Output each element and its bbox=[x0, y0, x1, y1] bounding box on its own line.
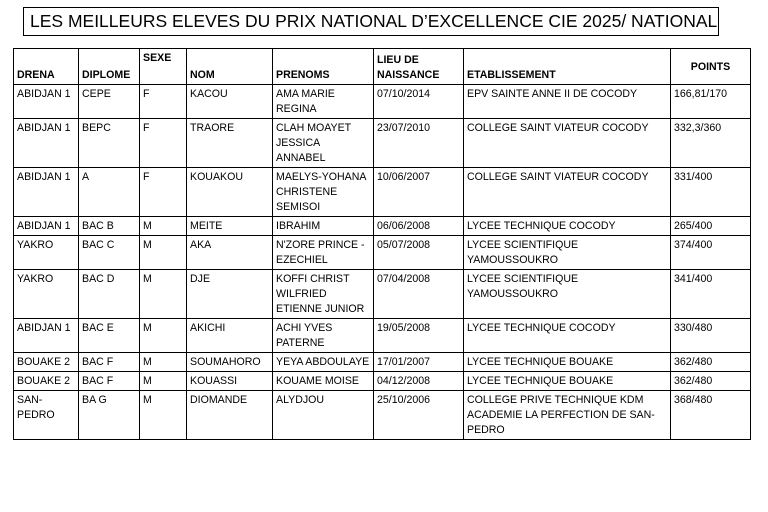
cell-points: 265/400 bbox=[671, 217, 751, 236]
cell-sexe: M bbox=[140, 353, 187, 372]
cell-diplome: BAC D bbox=[79, 270, 140, 319]
header-nom: NOM bbox=[187, 49, 273, 85]
cell-naissance: 10/06/2007 bbox=[374, 168, 464, 217]
header-sexe: SEXE bbox=[140, 49, 187, 85]
cell-sexe: M bbox=[140, 372, 187, 391]
cell-etablissement: COLLEGE SAINT VIATEUR COCODY bbox=[464, 119, 671, 168]
cell-diplome: BAC F bbox=[79, 372, 140, 391]
cell-sexe: F bbox=[140, 168, 187, 217]
cell-prenoms: MAELYS-YOHANA CHRISTENE SEMISOI bbox=[273, 168, 374, 217]
cell-naissance: 05/07/2008 bbox=[374, 236, 464, 270]
cell-drena: ABIDJAN 1 bbox=[14, 85, 79, 119]
cell-naissance: 04/12/2008 bbox=[374, 372, 464, 391]
cell-drena: ABIDJAN 1 bbox=[14, 119, 79, 168]
cell-sexe: M bbox=[140, 391, 187, 440]
cell-diplome: BAC C bbox=[79, 236, 140, 270]
table-row bbox=[14, 270, 751, 319]
cell-etablissement: COLLEGE SAINT VIATEUR COCODY bbox=[464, 168, 671, 217]
cell-etablissement: LYCEE SCIENTIFIQUE YAMOUSSOUKRO bbox=[464, 270, 671, 319]
cell-sexe: F bbox=[140, 85, 187, 119]
cell-sexe: F bbox=[140, 119, 187, 168]
cell-drena: BOUAKE 2 bbox=[14, 353, 79, 372]
cell-prenoms: KOUAME MOISE bbox=[273, 372, 374, 391]
cell-sexe: M bbox=[140, 319, 187, 353]
cell-etablissement: COLLEGE PRIVE TECHNIQUE KDM ACADEMIE LA PERFECTION DE SAN-PEDRO bbox=[464, 391, 671, 440]
cell-etablissement: LYCEE TECHNIQUE BOUAKE bbox=[464, 372, 671, 391]
cell-nom: KOUAKOU bbox=[187, 168, 273, 217]
cell-nom: TRAORE bbox=[187, 119, 273, 168]
cell-prenoms: CLAH MOAYET JESSICA ANNABEL bbox=[273, 119, 374, 168]
table-row bbox=[14, 353, 751, 372]
header-drena: DRENA bbox=[14, 49, 79, 85]
cell-drena: YAKRO bbox=[14, 270, 79, 319]
table-row bbox=[14, 217, 751, 236]
table-row bbox=[14, 372, 751, 391]
cell-diplome: A bbox=[79, 168, 140, 217]
cell-points: 341/400 bbox=[671, 270, 751, 319]
cell-points: 166,81/170 bbox=[671, 85, 751, 119]
cell-prenoms: IBRAHIM bbox=[273, 217, 374, 236]
header-etablissement: ETABLISSEMENT bbox=[464, 49, 671, 85]
cell-nom: AKA bbox=[187, 236, 273, 270]
cell-prenoms: YEYA ABDOULAYE bbox=[273, 353, 374, 372]
cell-etablissement: EPV SAINTE ANNE II DE COCODY bbox=[464, 85, 671, 119]
cell-nom: DIOMANDE bbox=[187, 391, 273, 440]
cell-etablissement: LYCEE TECHNIQUE BOUAKE bbox=[464, 353, 671, 372]
cell-nom: DJE bbox=[187, 270, 273, 319]
cell-drena: ABIDJAN 1 bbox=[14, 217, 79, 236]
cell-drena: ABIDJAN 1 bbox=[14, 168, 79, 217]
cell-naissance: 25/10/2006 bbox=[374, 391, 464, 440]
cell-nom: AKICHI bbox=[187, 319, 273, 353]
cell-naissance: 23/07/2010 bbox=[374, 119, 464, 168]
page-title: LES MEILLEURS ELEVES DU PRIX NATIONAL D’EXCELLENCE CIE 2025/ NATIONAL bbox=[23, 7, 719, 36]
table-row bbox=[14, 85, 751, 119]
cell-naissance: 07/04/2008 bbox=[374, 270, 464, 319]
cell-sexe: M bbox=[140, 270, 187, 319]
table-row bbox=[14, 168, 751, 217]
cell-points: 374/400 bbox=[671, 236, 751, 270]
cell-nom: KOUASSI bbox=[187, 372, 273, 391]
cell-drena: YAKRO bbox=[14, 236, 79, 270]
table-row bbox=[14, 236, 751, 270]
cell-prenoms: ALYDJOU bbox=[273, 391, 374, 440]
cell-points: 362/480 bbox=[671, 372, 751, 391]
cell-points: 330/480 bbox=[671, 319, 751, 353]
cell-naissance: 19/05/2008 bbox=[374, 319, 464, 353]
cell-etablissement: LYCEE TECHNIQUE COCODY bbox=[464, 217, 671, 236]
cell-points: 368/480 bbox=[671, 391, 751, 440]
cell-drena: BOUAKE 2 bbox=[14, 372, 79, 391]
table-row bbox=[14, 391, 751, 440]
table-header-row bbox=[14, 49, 751, 85]
cell-prenoms: KOFFI CHRIST WILFRIED ETIENNE JUNIOR bbox=[273, 270, 374, 319]
cell-diplome: BA G bbox=[79, 391, 140, 440]
cell-prenoms: N'ZORE PRINCE - EZECHIEL bbox=[273, 236, 374, 270]
header-lieu-de-naissance: LIEU DE NAISSANCE bbox=[374, 49, 464, 85]
header-diplome: DIPLOME bbox=[79, 49, 140, 85]
cell-points: 331/400 bbox=[671, 168, 751, 217]
cell-diplome: BAC B bbox=[79, 217, 140, 236]
cell-naissance: 17/01/2007 bbox=[374, 353, 464, 372]
cell-diplome: BEPC bbox=[79, 119, 140, 168]
cell-prenoms: AMA MARIE REGINA bbox=[273, 85, 374, 119]
cell-prenoms: ACHI YVES PATERNE bbox=[273, 319, 374, 353]
cell-nom: MEITE bbox=[187, 217, 273, 236]
table-row bbox=[14, 119, 751, 168]
cell-nom: KACOU bbox=[187, 85, 273, 119]
cell-sexe: M bbox=[140, 217, 187, 236]
results-table bbox=[13, 48, 751, 440]
cell-points: 362/480 bbox=[671, 353, 751, 372]
cell-naissance: 07/10/2014 bbox=[374, 85, 464, 119]
cell-drena: SAN-PEDRO bbox=[14, 391, 79, 440]
header-prenoms: PRENOMS bbox=[273, 49, 374, 85]
header-points: POINTS bbox=[671, 49, 751, 85]
cell-diplome: BAC F bbox=[79, 353, 140, 372]
cell-diplome: BAC E bbox=[79, 319, 140, 353]
cell-etablissement: LYCEE TECHNIQUE COCODY bbox=[464, 319, 671, 353]
cell-diplome: CEPE bbox=[79, 85, 140, 119]
cell-drena: ABIDJAN 1 bbox=[14, 319, 79, 353]
cell-nom: SOUMAHORO bbox=[187, 353, 273, 372]
cell-sexe: M bbox=[140, 236, 187, 270]
cell-etablissement: LYCEE SCIENTIFIQUE YAMOUSSOUKRO bbox=[464, 236, 671, 270]
cell-points: 332,3/360 bbox=[671, 119, 751, 168]
cell-naissance: 06/06/2008 bbox=[374, 217, 464, 236]
table-row bbox=[14, 319, 751, 353]
